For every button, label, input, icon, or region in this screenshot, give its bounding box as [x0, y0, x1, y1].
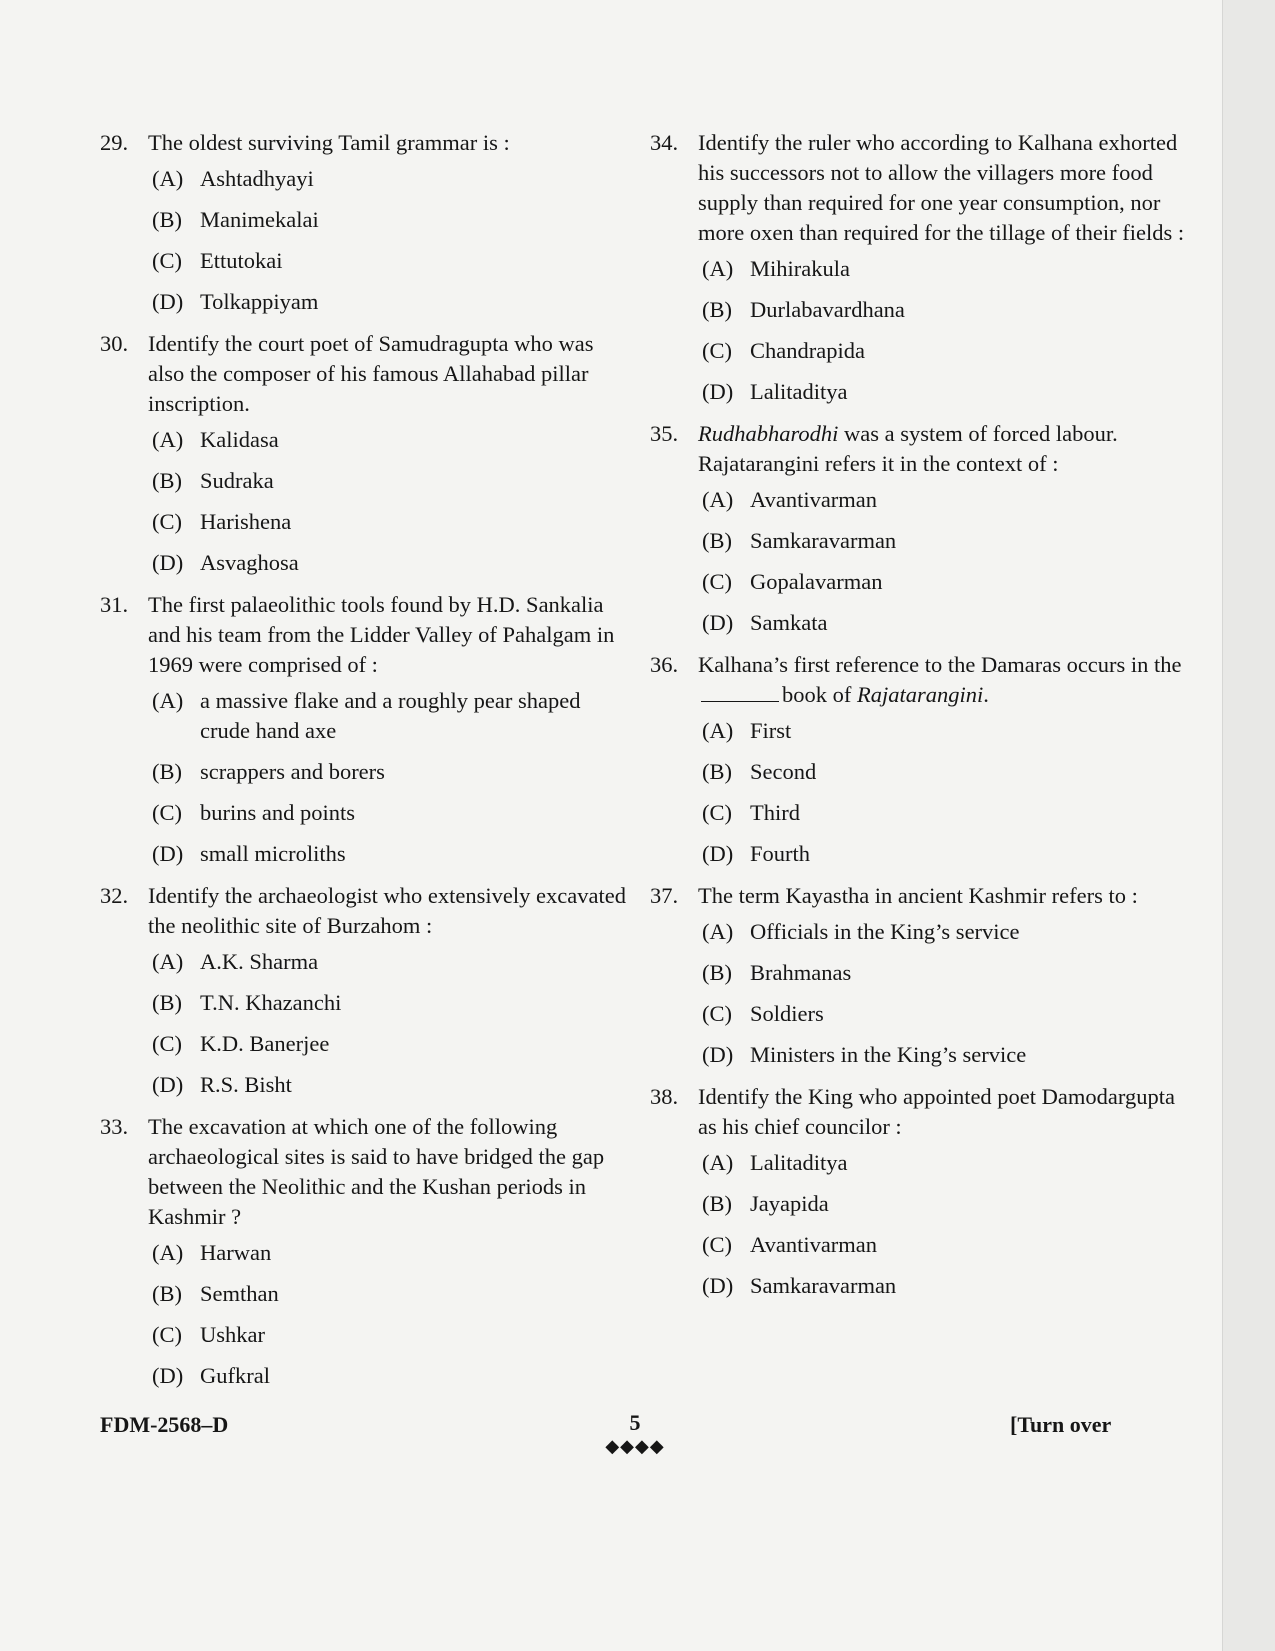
- option-text: Mihirakula: [750, 256, 850, 281]
- paper-code: FDM-2568–D: [100, 1412, 229, 1437]
- option-d: [650, 608, 1190, 638]
- question-number: 32.: [100, 883, 129, 908]
- option-text: Samkaravarman: [750, 1273, 897, 1298]
- option-text: Manimekalai: [200, 207, 319, 232]
- option-b: [650, 958, 1190, 988]
- option-text: Gopalavarman: [750, 569, 883, 594]
- option-label: (D): [702, 1273, 734, 1298]
- option-label: (A): [152, 166, 184, 191]
- option-label: (D): [152, 289, 184, 314]
- option-text: Avantivarman: [750, 487, 878, 512]
- option-list: [650, 716, 1190, 869]
- option-c: [100, 507, 632, 537]
- question-number: 34.: [650, 130, 679, 155]
- option-text: burins and points: [200, 800, 355, 825]
- option-label: (B): [702, 759, 732, 784]
- option-label: (C): [702, 1001, 732, 1026]
- option-text: Ettutokai: [200, 248, 283, 273]
- option-b: [650, 1189, 1190, 1219]
- option-text: small microliths: [200, 841, 346, 866]
- option-label: (C): [152, 800, 182, 825]
- question-number: 33.: [100, 1114, 129, 1139]
- option-label: (D): [152, 1363, 184, 1388]
- stem-end: .: [983, 682, 989, 707]
- option-label: (C): [152, 1031, 182, 1056]
- option-text: Brahmanas: [750, 960, 852, 985]
- option-a: [100, 1238, 632, 1268]
- option-list: [100, 1238, 632, 1391]
- turn-over-note: [Turn over: [1010, 1412, 1112, 1437]
- option-text: Avantivarman: [750, 1232, 878, 1257]
- option-text: Ushkar: [200, 1322, 265, 1347]
- option-text: Jayapida: [750, 1191, 829, 1216]
- book-title-italic: Rajatarangini: [857, 682, 984, 707]
- option-label: (B): [702, 960, 732, 985]
- option-c: [650, 1230, 1190, 1260]
- option-c: [650, 999, 1190, 1029]
- option-text: Chandrapida: [750, 338, 865, 363]
- option-d: [650, 377, 1190, 407]
- option-label: (B): [702, 528, 732, 553]
- option-label: (C): [152, 248, 182, 273]
- question-stem: [698, 419, 1190, 479]
- option-list: [650, 1148, 1190, 1301]
- question-32: [100, 881, 632, 1100]
- option-label: (A): [702, 718, 734, 743]
- option-text: Soldiers: [750, 1001, 824, 1026]
- question-30: [100, 329, 632, 578]
- question-33: [100, 1112, 632, 1391]
- option-a: [100, 164, 632, 194]
- option-label: (A): [152, 949, 184, 974]
- option-text: Samkata: [750, 610, 828, 635]
- question-number: 36.: [650, 652, 679, 677]
- option-label: (C): [152, 509, 182, 534]
- question-number: 31.: [100, 592, 129, 617]
- option-label: (A): [702, 487, 734, 512]
- option-c: [650, 567, 1190, 597]
- option-list: [650, 254, 1190, 407]
- question-29: [100, 128, 632, 317]
- stem-text: Kalhana’s first reference to the Damaras occurs in the: [698, 652, 1182, 677]
- option-b: [100, 1279, 632, 1309]
- question-38: [650, 1082, 1190, 1301]
- option-text: Harwan: [200, 1240, 272, 1265]
- option-text: scrappers and borers: [200, 759, 385, 784]
- option-label: (B): [152, 1281, 182, 1306]
- question-number: 30.: [100, 331, 129, 356]
- question-stem: Identify the archaeologist who extensively excavated the neolithic site of Burzahom :: [148, 883, 626, 938]
- page-edge: [1222, 0, 1275, 1651]
- option-a: [650, 254, 1190, 284]
- option-c: [650, 336, 1190, 366]
- option-text: Third: [750, 800, 800, 825]
- option-a: [100, 425, 632, 455]
- page-number: 5: [629, 1410, 641, 1435]
- question-37: [650, 881, 1190, 1070]
- option-label: (B): [152, 468, 182, 493]
- option-text: Sudraka: [200, 468, 274, 493]
- option-label: (D): [702, 379, 734, 404]
- option-label: (D): [152, 841, 184, 866]
- option-label: (B): [702, 297, 732, 322]
- option-text: Samkaravarman: [750, 528, 897, 553]
- option-text: Officials in the King’s service: [750, 919, 1020, 944]
- option-b: [650, 757, 1190, 787]
- option-d: [100, 287, 632, 317]
- option-label: (A): [702, 1150, 734, 1175]
- option-b: [100, 757, 632, 787]
- option-b: [100, 988, 632, 1018]
- option-d: [100, 1070, 632, 1100]
- option-label: (B): [152, 759, 182, 784]
- option-text: Ashtadhyayi: [200, 166, 314, 191]
- option-b: [100, 205, 632, 235]
- option-list: [100, 686, 632, 869]
- option-text: K.D. Banerjee: [200, 1031, 330, 1056]
- option-label: (B): [702, 1191, 732, 1216]
- term-italic: Rudhabharodhi: [698, 421, 839, 446]
- option-d: [650, 1040, 1190, 1070]
- question-stem: [698, 650, 1190, 710]
- question-31: [100, 590, 632, 869]
- option-list: [650, 485, 1190, 638]
- option-list: [650, 917, 1190, 1070]
- option-text: Second: [750, 759, 817, 784]
- question-34: [650, 128, 1190, 407]
- option-label: (D): [152, 1072, 184, 1097]
- option-label: (C): [702, 338, 732, 363]
- option-label: (A): [152, 427, 184, 452]
- option-label: (D): [152, 550, 184, 575]
- option-label: (A): [152, 688, 184, 713]
- option-c: [100, 798, 632, 828]
- option-c: [650, 798, 1190, 828]
- option-label: (A): [702, 919, 734, 944]
- option-a: [650, 716, 1190, 746]
- option-text: Ministers in the King’s service: [750, 1042, 1027, 1067]
- option-c: [100, 1320, 632, 1350]
- option-list: [100, 947, 632, 1100]
- question-number: 38.: [650, 1084, 679, 1109]
- option-text: T.N. Khazanchi: [200, 990, 342, 1015]
- option-d: [650, 1271, 1190, 1301]
- option-label: (C): [152, 1322, 182, 1347]
- option-c: [100, 246, 632, 276]
- option-label: (B): [152, 207, 182, 232]
- option-label: (C): [702, 1232, 732, 1257]
- option-a: [100, 686, 632, 746]
- question-stem: The oldest surviving Tamil grammar is :: [148, 130, 510, 155]
- option-label: (A): [152, 1240, 184, 1265]
- option-d: [100, 548, 632, 578]
- option-b: [650, 526, 1190, 556]
- option-text: Harishena: [200, 509, 292, 534]
- diamond-ornament-icon: ◆◆◆◆: [605, 1436, 665, 1456]
- option-d: [650, 839, 1190, 869]
- stem-text: was a system of forced labour. Rajatarangini refers it in the context of :: [698, 421, 1118, 476]
- option-text: Lalitaditya: [750, 1150, 848, 1175]
- option-c: [100, 1029, 632, 1059]
- option-label: (D): [702, 841, 734, 866]
- question-stem: Identify the court poet of Samudragupta who was also the composer of his famous Allahabad pillar inscription.: [148, 331, 594, 416]
- option-d: [100, 1361, 632, 1391]
- option-text: Semthan: [200, 1281, 279, 1306]
- option-a: [650, 485, 1190, 515]
- option-text: Asvaghosa: [200, 550, 299, 575]
- option-text: a massive flake and a roughly pear shaped crude hand axe: [200, 688, 581, 743]
- option-a: [650, 1148, 1190, 1178]
- option-d: [100, 839, 632, 869]
- option-b: [100, 466, 632, 496]
- option-text: A.K. Sharma: [200, 949, 319, 974]
- question-35: [650, 419, 1190, 638]
- right-column: [650, 128, 1190, 1313]
- option-text: Lalitaditya: [750, 379, 848, 404]
- left-column: [100, 128, 632, 1403]
- question-number: 35.: [650, 421, 679, 446]
- question-stem: Identify the ruler who according to Kalhana exhorted his successors not to allow the villagers more food supply than required for one year consumption, nor more oxen than required for the tillage of their fields :: [698, 130, 1185, 245]
- question-number: 37.: [650, 883, 679, 908]
- option-label: (B): [152, 990, 182, 1015]
- question-number: 29.: [100, 130, 129, 155]
- option-label: (D): [702, 610, 734, 635]
- option-text: Fourth: [750, 841, 811, 866]
- question-stem: The first palaeolithic tools found by H.D. Sankalia and his team from the Lidder Valley of Pahalgam in 1969 were comprised of :: [148, 592, 615, 677]
- fill-in-blank: [701, 681, 779, 702]
- option-text: Kalidasa: [200, 427, 279, 452]
- question-stem: The excavation at which one of the following archaeological sites is said to have bridged the gap between the Neolithic and the Kushan periods in Kashmir ?: [148, 1114, 605, 1229]
- option-a: [100, 947, 632, 977]
- option-b: [650, 295, 1190, 325]
- option-text: First: [750, 718, 792, 743]
- stem-text: book of: [782, 682, 852, 707]
- option-text: Gufkral: [200, 1363, 270, 1388]
- option-list: [100, 164, 632, 317]
- option-label: (D): [702, 1042, 734, 1067]
- option-label: (C): [702, 569, 732, 594]
- question-stem: Identify the King who appointed poet Damodargupta as his chief councilor :: [698, 1084, 1175, 1139]
- option-text: R.S. Bisht: [200, 1072, 292, 1097]
- option-label: (A): [702, 256, 734, 281]
- question-stem: The term Kayastha in ancient Kashmir refers to :: [698, 883, 1138, 908]
- option-text: Tolkappiyam: [200, 289, 319, 314]
- option-label: (C): [702, 800, 732, 825]
- option-text: Durlabavardhana: [750, 297, 905, 322]
- question-36: [650, 650, 1190, 869]
- option-list: [100, 425, 632, 578]
- option-a: [650, 917, 1190, 947]
